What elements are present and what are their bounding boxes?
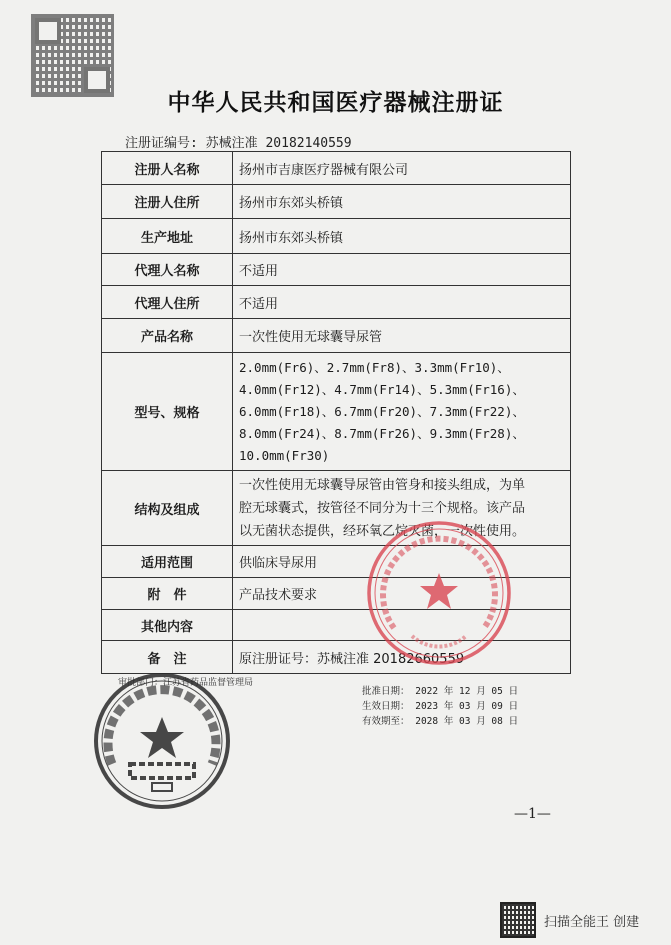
row-label: 生产地址 [102,219,233,254]
row-value: 扬州市吉康医疗器械有限公司 [233,152,571,185]
issuing-authority: 审批部门：江苏省药品监督管理局 [118,678,254,688]
remark-label: 备 注 [102,641,233,674]
footer-text: 扫描全能王 创建 [544,914,640,930]
spec-line: 6.0mm(Fr18)、6.7mm(Fr20)、7.3mm(Fr22)、 [239,403,525,419]
scope-value: 供临床导尿用 [233,546,571,578]
row-value: 扬州市东郊头桥镇 [233,219,571,254]
structure-line: 腔无球囊式，按管径不同分为十三个规格。该产品 [239,500,526,516]
dates-block [362,684,518,729]
scope-label: 适用范围 [102,546,233,578]
table-row [102,185,571,219]
table-row [102,286,571,319]
spec-line: 10.0mm(Fr30) [239,447,330,463]
attachment-value: 产品技术要求 [233,578,571,610]
approval-date: 批准日期： 2022 年 12 月 05 日 [362,686,519,697]
remark-value: 原注册证号：苏械注准 20182660559 [233,641,571,674]
row-label: 注册人名称 [102,152,233,185]
row-value: 不适用 [233,254,571,286]
other-label: 其他内容 [102,610,233,641]
spec-line: 2.0mm(Fr6)、2.7mm(Fr8)、3.3mm(Fr10)、 [239,359,510,375]
qr-code-small [500,902,536,938]
page-title: 中华人民共和国医疗器械注册证 [167,90,504,116]
attachment-label: 附 件 [102,578,233,610]
row-value: 不适用 [233,286,571,319]
row-label: 代理人名称 [102,254,233,286]
page-number: —1— [514,806,551,822]
company-seal-icon [364,518,514,668]
structure-label: 结构及组成 [102,471,233,546]
spec-label: 型号、规格 [102,353,233,471]
scanner-watermark [500,902,639,938]
spec-value [233,353,571,471]
table-row-spec [102,353,571,471]
table-row [102,254,571,286]
authority-seal-icon [90,669,235,814]
row-value: 扬州市东郊头桥镇 [233,185,571,219]
structure-line: 一次性使用无球囊导尿管由管身和接头组成，为单 [239,477,526,493]
effective-date: 生效日期： 2023 年 03 月 09 日 [362,701,519,712]
reg-no-value: 苏械注准 20182140559 [205,136,352,151]
row-value: 一次性使用无球囊导尿管 [233,319,571,353]
spec-line: 4.0mm(Fr12)、4.7mm(Fr14)、5.3mm(Fr16)、 [239,381,525,397]
row-label: 注册人住所 [102,185,233,219]
reg-no-label: 注册证编号: [125,136,198,151]
table-row [102,319,571,353]
expiry-date: 有效期至： 2028 年 03 月 08 日 [362,716,519,727]
table-row [102,152,571,185]
row-label: 产品名称 [102,319,233,353]
table-row [102,219,571,254]
spec-line: 8.0mm(Fr24)、8.7mm(Fr26)、9.3mm(Fr28)、 [239,425,525,441]
row-label: 代理人住所 [102,286,233,319]
structure-line: 以无菌状态提供，经环氧乙烷灭菌，一次性使用。 [239,523,526,539]
registration-number [125,132,352,151]
